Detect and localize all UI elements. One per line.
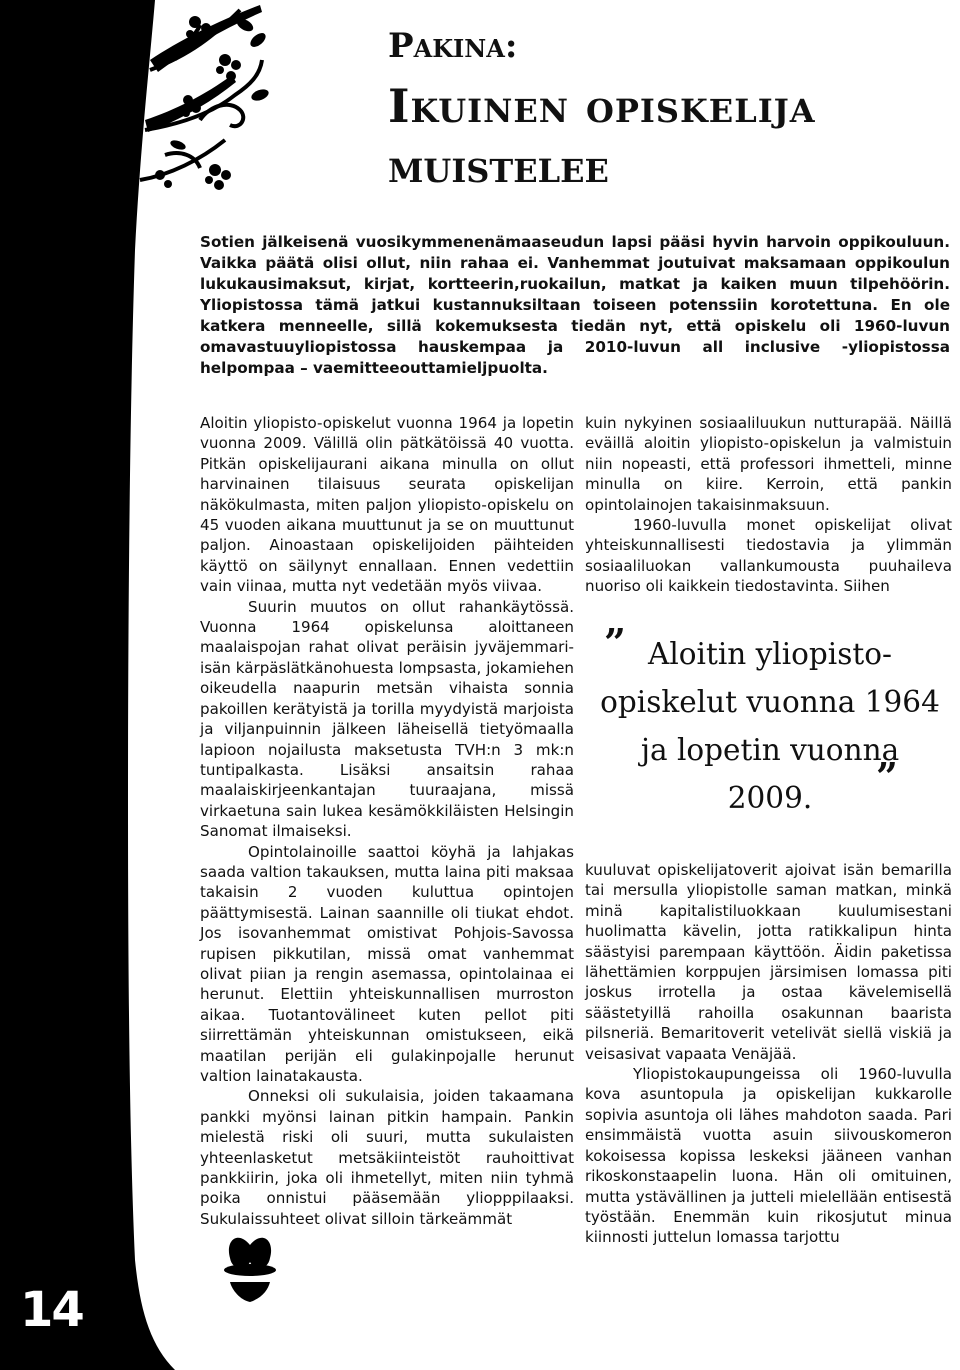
paragraph: kuin nykyinen sosiaaliluukun nutturapää. Näillä eväillä aloitin yliopisto-opiskelun ja valmistuin niin nopeasti, että professori ihmetteli, minne minulla on kiire. Kerroin, että pankin opintolainojen takaisinmaksuun. (585, 414, 952, 514)
paragraph: 1960-luvulla monet opiskelijat olivat yhteiskunnallisesti tiedostavia ja ylimmän sosiaaliluokan vallankumousta puuhaileva nuoriso oli kaikkein tiedostavinta. Siihen (585, 516, 952, 596)
article-lede: Sotien jälkeisenä vuosikymmenenämaaseudun lapsi pääsi hyvin harvoin oppikouluun. Vaikka päätä olisi ollut, niin rahaa ei. Vanhemmat joutuivat maksamaan oppikoulun lukukausimaksut, kirjat, kortteerin,ruokailun, matkat ja kaiken muun tilpehöörin. Yliopistossa tämä jatkui kustannuksiltaan toiseen potenssiin korotettuna. En ole katkera menneelle, sillä kokemuksesta tiedän nyt, että opiskelu oli 1960-luvun omavastuuyliopistossa hauskempaa ja 2010-luvun all inclusive -yliopistossa helpompaa – vaemitteeouttamieljpuolta. (200, 233, 950, 377)
article-title (388, 26, 948, 196)
paragraph: kuuluvat opiskelijatoverit ajoivat isän bemarilla tai mersulla yliopistolle saman matkan, minkä minä kapitalistiluokkaan kuulumisestani huolimatta kävelin, jotta ratikkalipun hinta säästyisi parempaan käyttöön. Äidin paketissa lähettämien korppujen järsimisen lomassa piti joskus irrotella ja ostaa kävelemisellä säästetyillä rahoilla osakunnan baarista pilsneriä. Bemaritoverit vetelivät siellä viskiä ja veisasivat vapaata Venäjää. (585, 861, 952, 1063)
paragraph: Aloitin yliopisto-opiskelut vuonna 1964 ja lopetin vuonna 2009. Välillä olin pätkätöissä 40 vuotta. Pitkän opiskelijaurani aikana minulla on ollut harvinainen tilaisuus seurata opiskelijan näkökulmasta, miten paljon yliopisto-opiskelu on 45 vuoden aikana muuttunut ja se on muuttunut paljon. Ainoastaan opiskelijoiden päihteiden käyttö on säilynyt ennallaan. Ennen vedettiin vain viinaa, mutta nyt vedetään myös viivaa. (200, 414, 574, 596)
quote-close-mark: ” (876, 754, 898, 799)
paragraph: Yliopistokaupungeissa oli 1960-luvulla kova asuntopula ja opiskelijan kukkarolle sopivia asuntoja oli lähes mahdoton saada. Pari ensimmäistä vuotta asuin siivouskomeron kokoisessa kopissa leskeksi jääneen vanhan rikoskonstaapelin luona. Hän oli omituinen, mutta ystävällinen ja jutteli mielellään entisestä työstään. Enemmän kuin rikosjutut minua kiinnosti juttelun lomassa tarjottu (585, 1065, 952, 1247)
paragraph: Suurin muutos on ollut rahankäytössä. Vuonna 1964 opiskelunsa aloittaneen maalaispojan rahat olivat peräisin jyväjemmari-isän kärpäslätkänohuesta lompsasta, jokamiehen oikeudella naapurin metsän vihaista sonnia pakoillen kerätyistä ja torilla myydyistä marjoista ja viljanpuinnin jälkeen läheisellä tietyömaalla lapioon nojailusta maksetusta TVH:n 3 mk:n tuntipalkasta. Lisäksi ansaitsin rahaa maalaiskirjeenkantajan tuuraajana, missä virkaetuna sain lukea kesämökkiläisten Helsingin Sanomat ilmaiseksi. (200, 597, 574, 841)
right-column-bottom (585, 860, 952, 1248)
quote-open-mark: ” (604, 620, 626, 665)
title-kicker: Pakina: (388, 26, 518, 66)
title-main-line-1: Ikuinen opiskelija (388, 79, 816, 133)
pull-quote: Aloitin yliopisto-opiskelut vuonna 1964 ja lopetin vuonna 2009. (600, 637, 940, 815)
paragraph: Opintolainoille saattoi köyhä ja lahjakas saada valtion takauksen, mutta laina piti maksaa takaisin 2 vuoden kuluttua opintojen päättymisestä. Lainan saannille oli tiukat ehdot. Jos isovanhemmat omistivat Pohjois-Savossa rupisen pikkutilan, missä omat vanhemmat olivat piian ja rengin asemassa, opintolainaa ei herunut. Elettiin yhteiskunnallisen murroston aikaa. Tuotantovälineet kuten pellot piti siirrettämän yhteiskunnan omistukseen, eikä maatilan perijän eli gulakinpojalle herunut valtion lainatakausta. (200, 842, 574, 1085)
page-number: 14 (20, 1282, 83, 1338)
title-main-line-2: muistelee (388, 139, 609, 193)
right-column-top (585, 413, 952, 597)
left-column (200, 413, 574, 1229)
paragraph: Onneksi oli sukulaisia, joiden takaamana pankki myönsi lainan pitkin hampain. Pankin mielestä riski oli suuri, mutta sukulaisten yhteenlasketut metsäkiinteistöt rauhoittivat pankkiirin, joka oli ihmetellyt, miten niin tyhmä poika onnistui pääsemään yliopppilaaksi. Sukulaissuhteet olivat silloin tärkeämmät (200, 1087, 574, 1228)
